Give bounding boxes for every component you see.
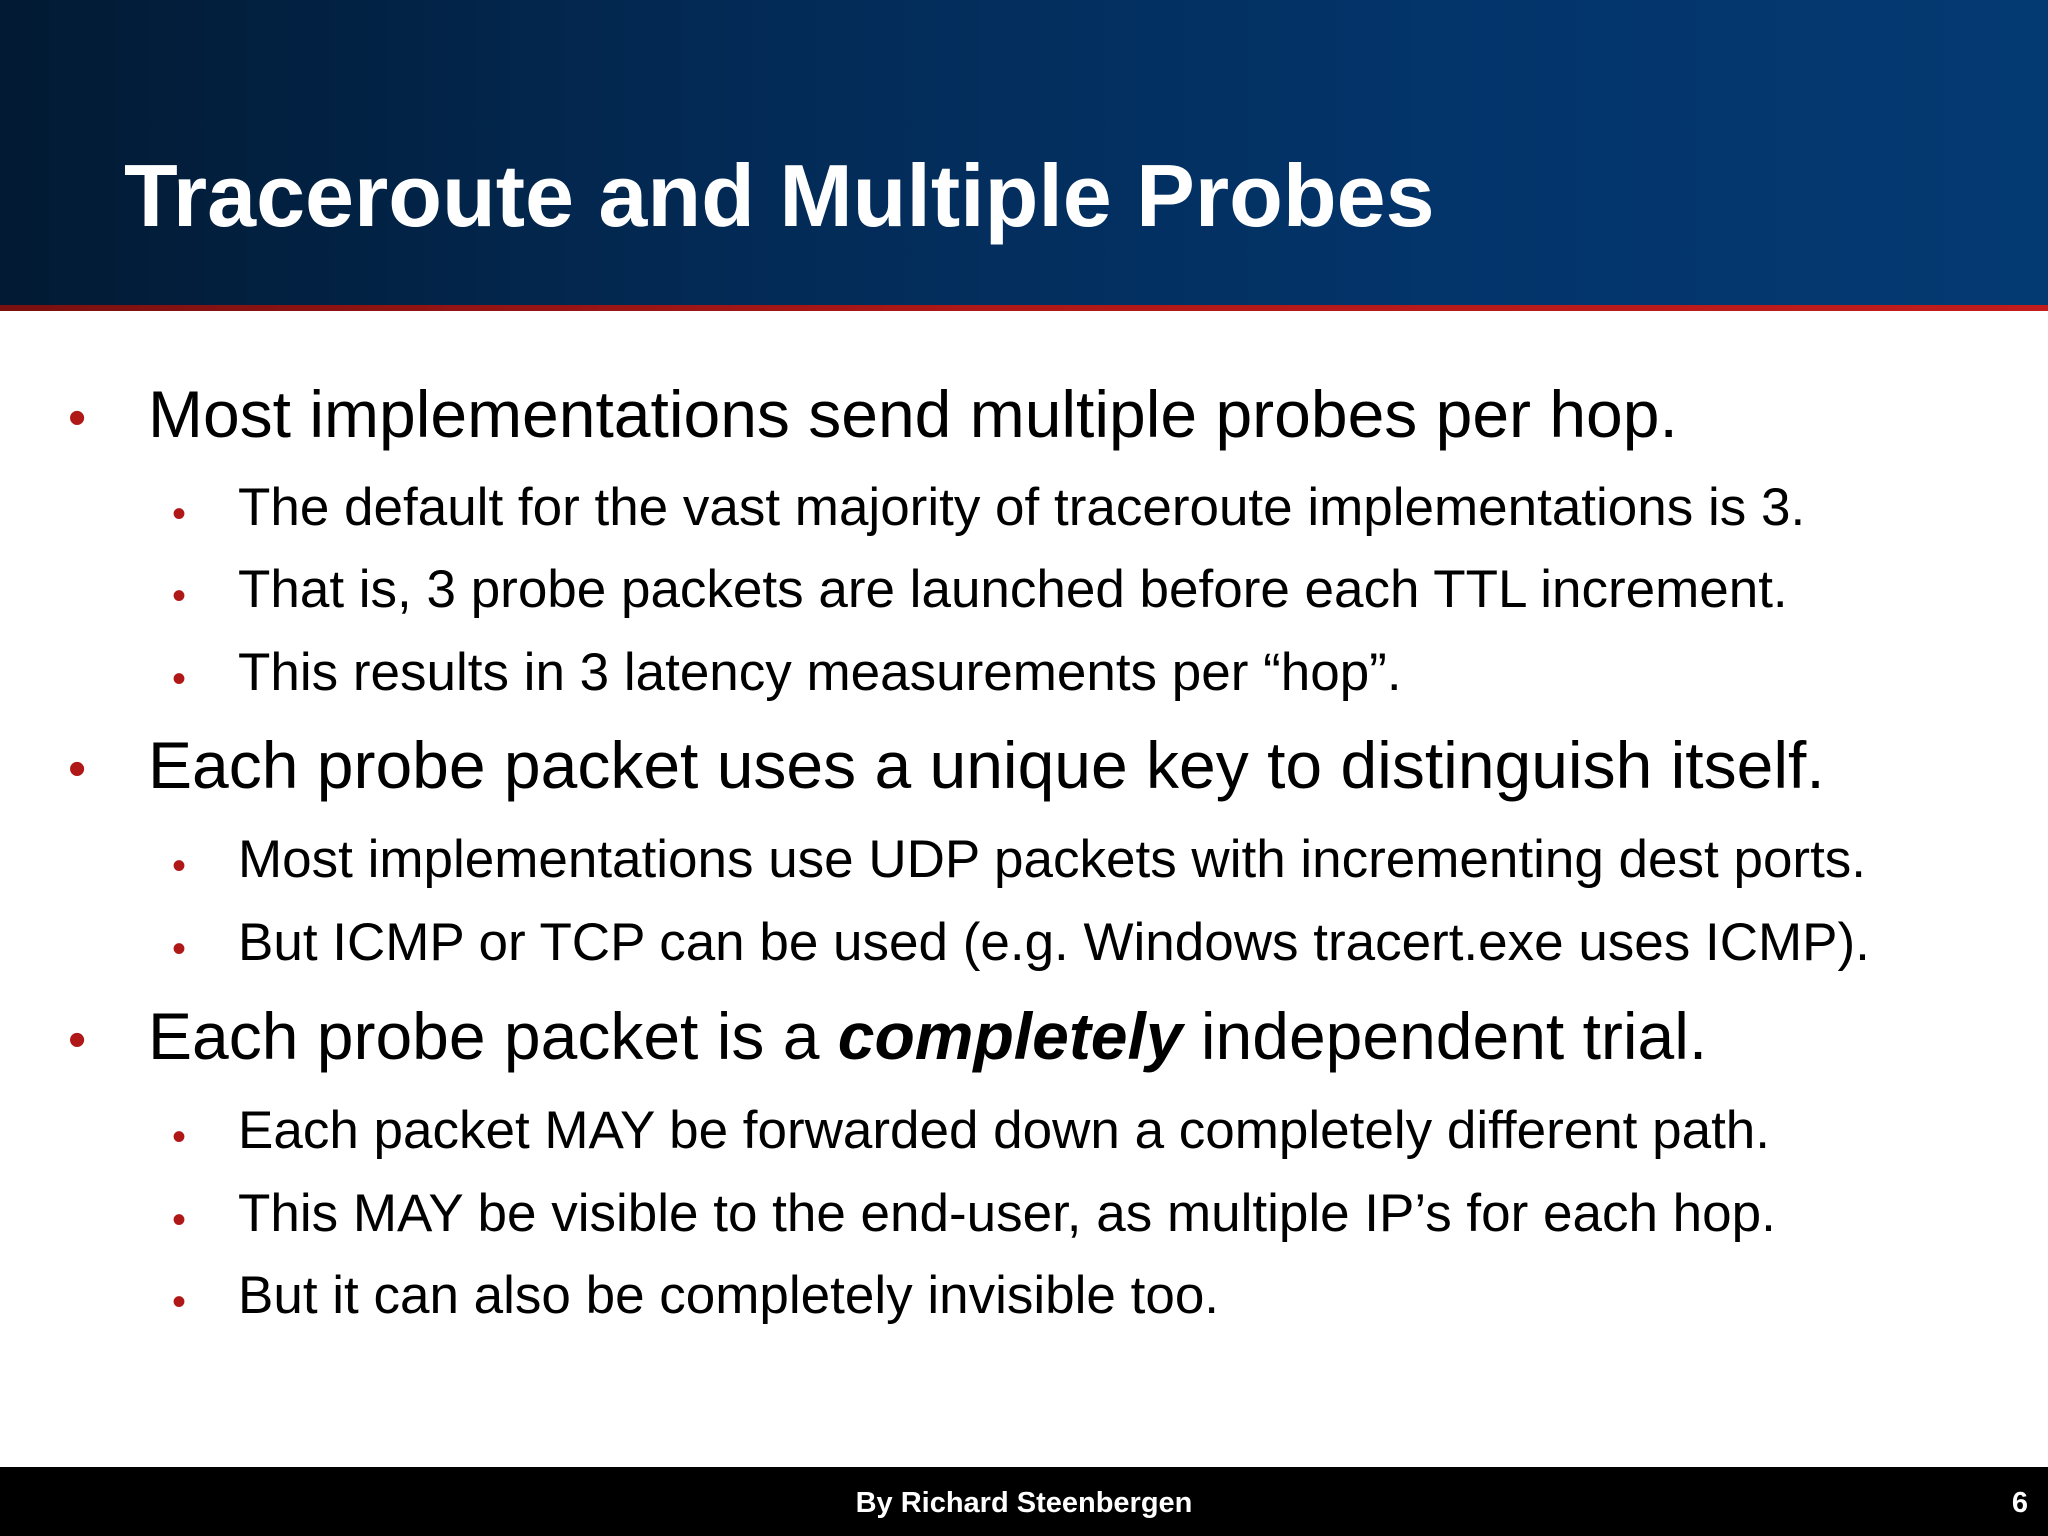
bullet-2-sub-2-text: But ICMP or TCP can be used (e.g. Windows tracert.exe uses ICMP). <box>238 913 1870 972</box>
bullet-1-sub-2 <box>172 557 1788 623</box>
title-banner <box>0 0 2048 305</box>
bullet-1-sub-3-text: This results in 3 latency measurements per “hop”. <box>238 643 1402 702</box>
bullet-3-sub-2-marker: • <box>172 1198 187 1242</box>
bullet-3-sub-3-text: But it can also be completely invisible too. <box>238 1266 1220 1325</box>
bullet-3-text-before: Each probe packet is a <box>148 999 838 1073</box>
bullet-3-sub-3 <box>172 1263 1220 1329</box>
bullet-3-sub-1-marker: • <box>172 1115 187 1159</box>
bullet-2-sub-1-text: Most implementations use UDP packets with incrementing dest ports. <box>238 830 1867 889</box>
bullet-3-sub-2 <box>172 1181 1776 1247</box>
bullet-1-sub-1-marker: • <box>172 492 187 536</box>
bullet-3-sub-2-text: This MAY be visible to the end-user, as multiple IP’s for each hop. <box>238 1184 1776 1243</box>
bullet-2-sub-2-marker: • <box>172 927 187 971</box>
bullet-2-sub-2 <box>172 910 1870 976</box>
page-number: 6 <box>2011 1487 2028 1519</box>
slide-title: Traceroute and Multiple Probes <box>124 146 1435 245</box>
bullet-1-marker: • <box>68 389 87 447</box>
bullet-3-sub-3-marker: • <box>172 1280 187 1324</box>
bullet-1-sub-2-text: That is, 3 probe packets are launched before each TTL increment. <box>238 560 1788 619</box>
footer-author: By Richard Steenbergen <box>855 1487 1193 1519</box>
bullet-3 <box>68 996 1708 1076</box>
title-divider <box>0 305 2048 311</box>
bullet-1-sub-3-marker: • <box>172 657 187 701</box>
bullet-3-marker: • <box>68 1011 87 1069</box>
bullet-1-sub-1 <box>172 475 1806 541</box>
bullet-2-marker: • <box>68 740 87 798</box>
bullet-2-sub-1-marker: • <box>172 844 187 888</box>
bullet-3-sub-1 <box>172 1098 1771 1164</box>
bullet-1-sub-1-text: The default for the vast majority of traceroute implementations is 3. <box>238 478 1806 537</box>
bullet-3-text-after: independent trial. <box>1182 999 1708 1073</box>
bullet-1-text: Most implementations send multiple probes per hop. <box>148 377 1678 451</box>
footer-bar <box>0 1467 2048 1536</box>
bullet-1-sub-3 <box>172 640 1402 706</box>
bullet-1 <box>68 374 1678 454</box>
bullet-3-sub-1-text: Each packet MAY be forwarded down a completely different path. <box>238 1101 1771 1160</box>
bullet-1-sub-2-marker: • <box>172 574 187 618</box>
bullet-2-sub-1 <box>172 827 1867 893</box>
bullet-3-emphasis: completely <box>837 999 1183 1073</box>
bullet-2 <box>68 725 1825 805</box>
bullet-2-text: Each probe packet uses a unique key to distinguish itself. <box>148 728 1825 802</box>
